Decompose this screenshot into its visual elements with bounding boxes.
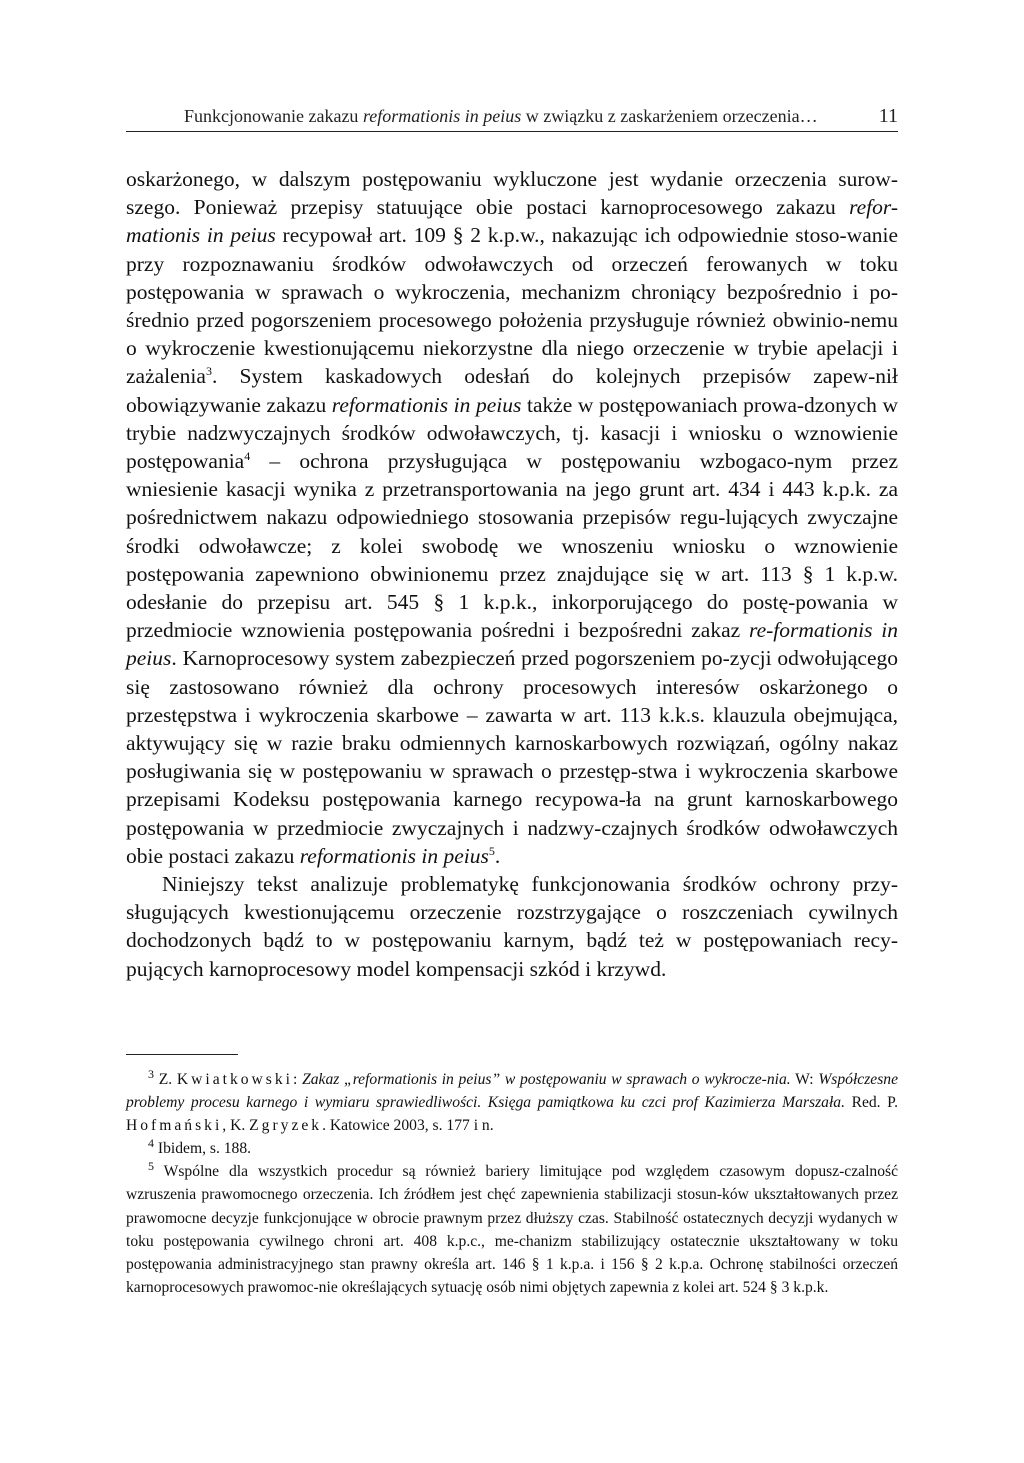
footnotes xyxy=(126,1068,898,1299)
header-title: Funkcjonowanie zakazu reformationis in peius w związku z zaskarżeniem orzeczenia… xyxy=(184,106,818,126)
footnote-text: Z. Kwiatkowski: Zakaz „reformationis in peius” w postępowaniu w sprawach o wykrocze-nia. W: Współczesne problemy procesu karnego i wymiaru sprawiedliwości. Księga pamiątkowa ku czci prof Kazimierza Marszała. Red. P. Hofmański, K. Zgryzek. Katowice 2003, s. 177 i n. xyxy=(126,1071,898,1135)
footnote-number: 3 xyxy=(148,1066,154,1081)
footnote-text: Ibidem, s. 188. xyxy=(157,1140,252,1158)
paragraph-1: oskarżonego, w dalszym postępowaniu wykluczone jest wydanie orzeczenia surow-szego. Ponieważ przepisy statuujące obie postaci karnoprocesowego zakazu refor-mationis in peius recypował art. 109 § 2 k.p.w., nakazując ich odpowiednie stoso-wanie przy rozpoznawaniu środków odwoławczych od orzeczeń ferowanych w toku postępowania w sprawach o wykroczenia, mechanizm chroniący bezpośrednio i po-średnio przed pogorszeniem procesowego położenia przysługuje również obwinio-nemu o wykroczenie kwestionującemu niekorzystne dla niego orzeczenie w trybie apelacji i zażalenia$^3$. System kaskadowych odesłań do kolejnych przepisów zapew-nił obowiązywanie zakazu reformationis in peius także w postępowaniach prowa-dzonych w trybie nadzwyczajnych środków odwoławczych, tj. kasacji i wniosku o wznowienie postępowania$^4$ – ochrona przysługująca w postępowaniu wzbogaco-nym przez wniesienie kasacji wynika z przetransportowania na jego grunt art. 434 i 443 k.p.k. za pośrednictwem nakazu odpowiedniego stosowania przepisów regu-lujących zwyczajne środki odwoławcze; z kolei swobodę we wnoszeniu wniosku o wznowienie postępowania zapewniono obwinionemu przez znajdujące się w art. 113 § 1 k.p.w. odesłanie do przepisu art. 545 § 1 k.p.k., inkorporującego do postę-powania w przedmiocie wznowienia postępowania pośredni i bezpośredni zakaz re-formationis in peius. Karnoprocesowy system zabezpieczeń przed pogorszeniem po-zycji odwołującego się zastosowano również dla ochrony procesowych interesów oskarżonego o przestępstwa i wykroczenia skarbowe – zawarta w art. 113 k.k.s. klauzula obejmująca, aktywujący się w razie braku odmiennych karnoskarbowych rozwiązań, ogólny nakaz posługiwania się w postępowaniu w sprawach o przestęp-stwa i wykroczenia skarbowe przepisami Kodeksu postępowania karnego recypowa-ła na grunt karnoskarbowego postępowania w przedmiocie zwyczajnych i nadzwy-czajnych środków odwoławczych obie postaci zakazu reformationis in peius$^5$. xyxy=(126,167,899,868)
paragraph-2: Niniejszy tekst analizuje problematykę funkcjonowania środków ochrony przy-sługujących kwestionującemu orzeczenie rozstrzygające o roszczeniach cywilnych dochodzonych bądź to w postępowaniu karnym, bądź też w postępowaniach recy-pujących karnoprocesowy model kompensacji szkód i krzywd. xyxy=(126,872,898,981)
footnote-3 xyxy=(126,1068,898,1137)
footnote-separator xyxy=(126,1054,238,1055)
footnote-number: 5 xyxy=(148,1159,154,1174)
page-number: 11 xyxy=(878,105,898,127)
footnote-5 xyxy=(126,1160,898,1299)
footnote-4 xyxy=(126,1137,898,1160)
running-header xyxy=(126,103,898,132)
main-text xyxy=(126,165,898,983)
footnote-number: 4 xyxy=(148,1136,154,1151)
footnote-text: Wspólne dla wszystkich procedur są również bariery limitujące pod względem czasowym dopusz-czalność wzruszenia prawomocnego orzeczenia. Ich źródłem jest chęć zapewnienia stabilizacji stosun-ków ukształtowanych przez prawomocne decyzje funkcjonujące w obrocie prawnym przez dłuższy czas. Stabilność ostatecznych decyzji wydanych w toku postępowania cywilnego chroni art. 408 k.p.c., me-chanizm stabilizujący ostatecznie ukształtowany w toku postępowania administracyjnego stan prawny określa art. 146 § 1 k.p.a. i 156 § 2 k.p.a. Ochronę stabilności orzeczeń karnoprocesowych prawomoc-nie określających sytuację osób nimi objętych zapewnia z kolei art. 524 § 3 k.p.k. xyxy=(126,1163,898,1296)
